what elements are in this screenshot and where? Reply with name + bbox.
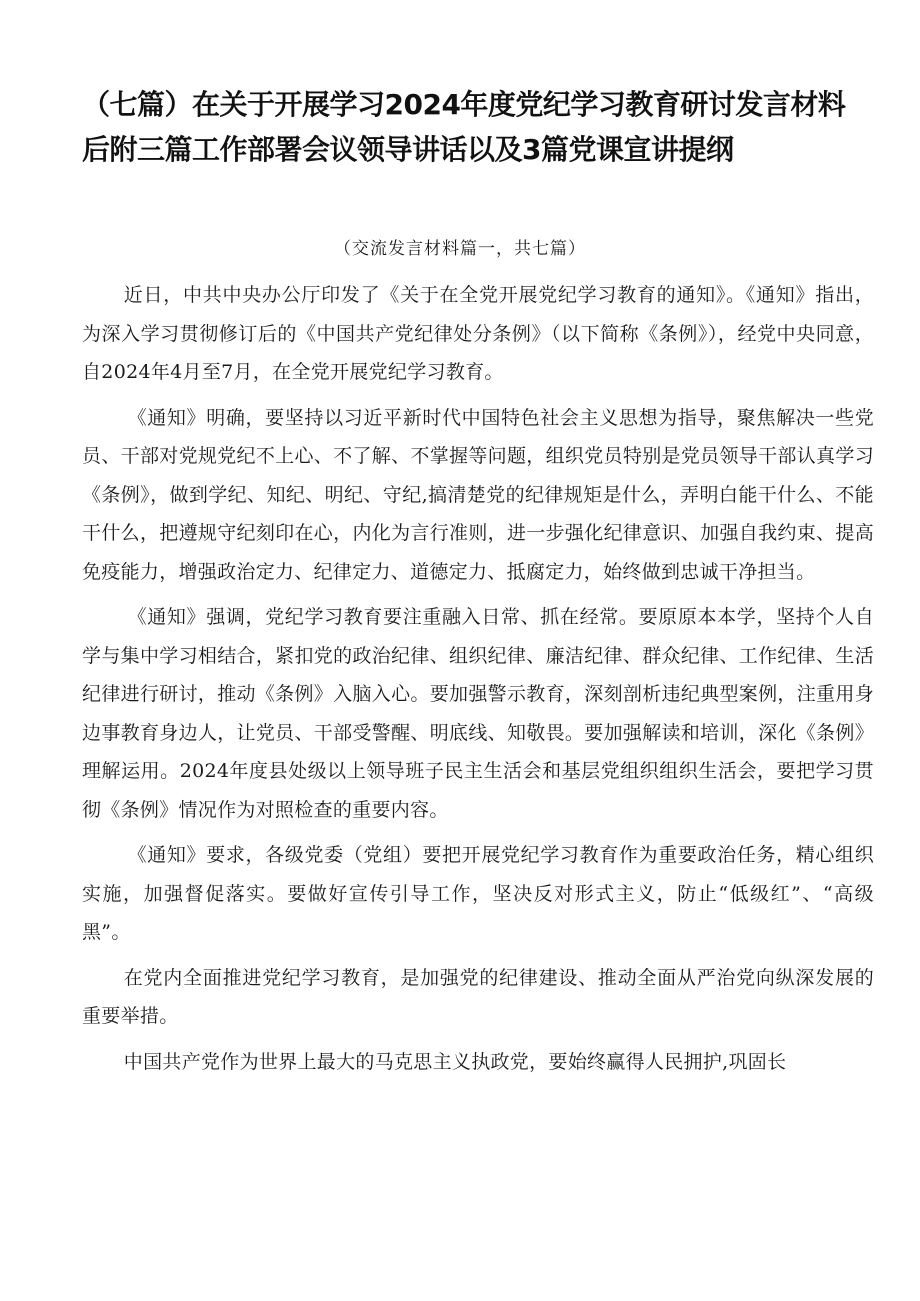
paragraph-5: 在党内全面推进党纪学习教育，是加强党的纪律建设、推动全面从严治党向纵深发展的重要举措。 (82, 966, 874, 1027)
paragraph-2: 《通知》明确，要坚持以习近平新时代中国特色社会主义思想为指导，聚焦解决一些党员、干部对党规党纪不上心、不了解、不掌握等问题，组织党员特别是党员领导干部认真学习《条例》，做到学纪、知纪、明纪、守纪,搞清楚党的纪律规矩是什么，弄明白能干什么、不能干什么，把遵规守纪刻印在心，内化为言行准则，进一步强化纪律意识、加强自我约束、提高免疫能力，增强政治定力、纪律定力、道德定力、抵腐定力，始终做到忠诚干净担当。 (82, 406, 874, 583)
paragraph-3: 《通知》强调，党纪学习教育要注重融入日常、抓在经常。要原原本本学，坚持个人自学与集中学习相结合，紧扣党的政治纪律、组织纪律、廉洁纪律、群众纪律、工作纪律、生活纪律进行研讨，推动《条例》入脑入心。要加强警示教育，深刻剖析违纪典型案例，注重用身边事教育身边人，让党员、干部受警醒、明底线、知敬畏。要加强解读和培训，深化《条例》理解运用。2024年度县处级以上领导班子民主生活会和基层党组织组织生活会，要把学习贯彻《条例》情况作为对照检查的重要内容。 (82, 606, 874, 821)
paragraph-6: 中国共产党作为世界上最大的马克思主义执政党，要始终赢得人民拥护,巩固长 (123, 1050, 787, 1073)
paragraph-4: 《通知》要求，各级党委（党组）要把开展党纪学习教育作为重要政治任务，精心组织实施，加强督促落实。要做好宣传引导工作，坚决反对形式主义，防止“低级红”、“高级黑”。 (82, 844, 874, 943)
section-subtitle: （交流发言材料篇一，共七篇） (334, 239, 586, 259)
document-body (82, 276, 874, 1088)
document-title: （七篇）在关于开展学习2024年度党纪学习教育研讨发言材料后附三篇工作部署会议领导讲话以及3篇党课宣讲提纲 (82, 88, 846, 166)
paragraph-1: 近日，中共中央办公厅印发了《关于在全党开展党纪学习教育的通知》。《通知》指出，为深入学习贯彻修订后的《中国共产党纪律处分条例》（以下简称《条例》），经党中央同意，自2024年4月至7月，在全党开展党纪学习教育。 (82, 284, 874, 383)
